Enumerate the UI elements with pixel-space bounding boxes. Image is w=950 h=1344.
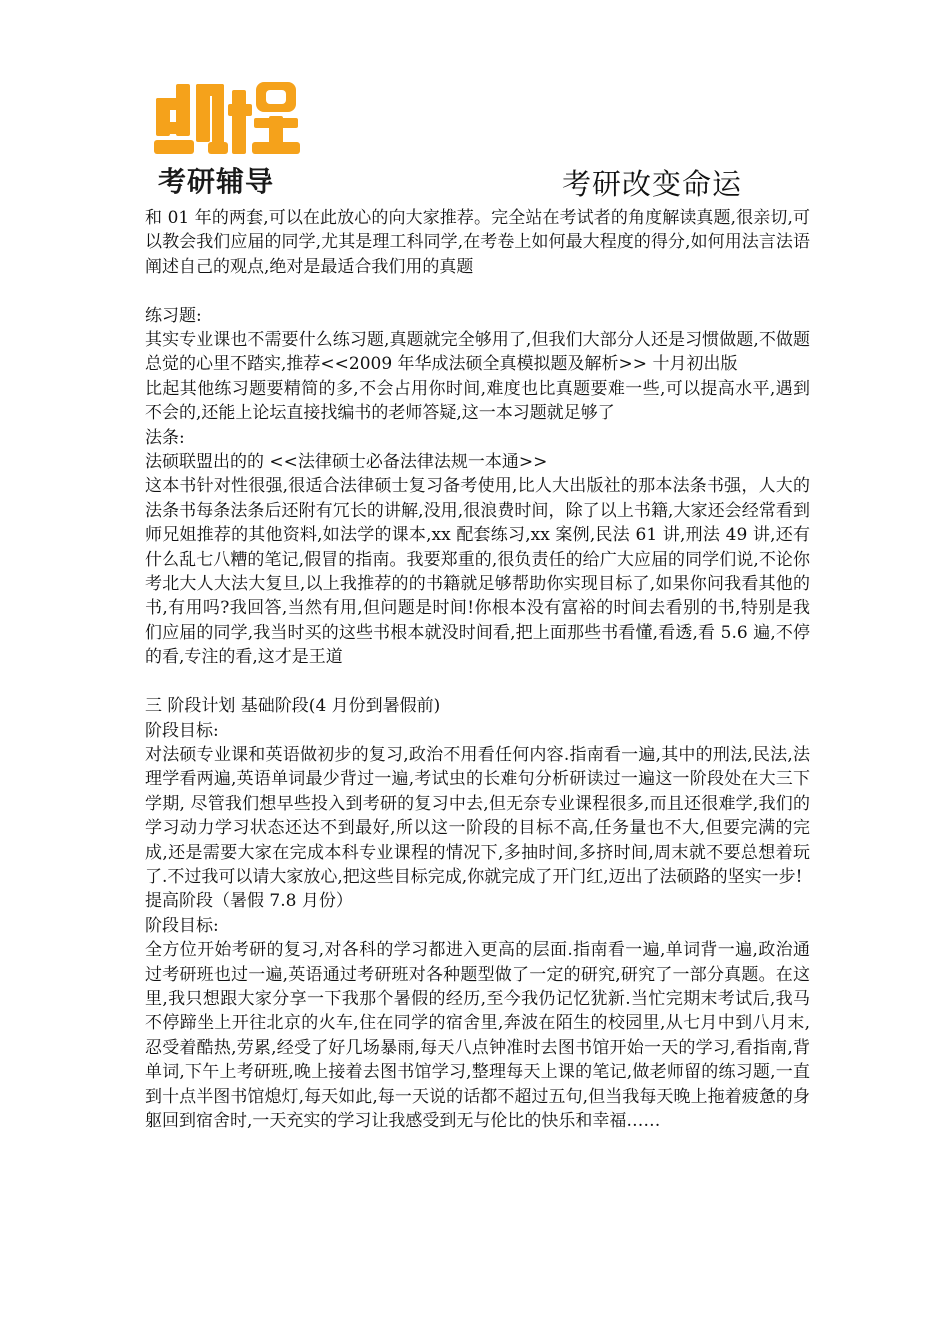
section-label: 练习题: (145, 305, 202, 326)
section-heading: 提高阶段（暑假 7.8 月份） (145, 891, 353, 912)
logo-subtitle: 考研辅导 (158, 165, 275, 198)
section-label: 阶段目标: (145, 720, 219, 741)
kaicheng-logo-mark (152, 76, 302, 160)
paragraph: 对法硕专业课和英语做初步的复习,政治不用看任何内容.指南看一遍,其中的刑法,民法,法理学看两遍,英语单词最少背过一遍,考试虫的长难句分析研读过一遍这一阶段处在大三下学期, 尽管我们想早些投入到考研的复习中去,但无奈专业课程很多,而且还很难学,我们的学习动力学习状态还达不到最好,所以这一阶段的目标不高,任务量也不大,但要完满的完成,还是需要大家在完成本科专业课程的情况下,多抽时间,多挤时间,周末就不要总想着玩了.不过我可以请大家放心,把这些目标完成,你就完成了开门红,迈出了法硕路的坚实一步! (145, 744, 810, 887)
paragraph: 法硕联盟出的的 <<法律硕士必备法律法规一本通>> (145, 452, 548, 473)
header-slogan: 考研改变命运 (562, 167, 743, 201)
blank-line (145, 279, 810, 303)
paragraph: 这本书针对性很强,很适合法律硕士复习备考使用,比人大出版社的那本法条书强，人大的法条书每条法条后还附有冗长的讲解,没用,很浪费时间，除了以上书籍,大家还会经常看到师兄姐推荐的其他资料,如法学的课本,xx 配套练习,xx 案例,民法 61 讲,刑法 49 讲,还有什么乱七八糟的笔记,假冒的指南。我要郑重的,很负责任的给广大应届的同学们说,不论你考北大人大法大复旦,以上我推荐的的书籍就足够帮助你实现目标了,如果你问我看其他的书,有用吗?我回答,当然有用,但问题是时间!你根本没有富裕的时间去看别的书,特别是我们应届的同学,我当时买的这些书根本就没时间看,把上面那些书看懂,看透,看 5.6 遍,不停的看,专注的看,这才是王道 (145, 476, 810, 668)
paragraph: 和 01 年的两套,可以在此放心的向大家推荐。完全站在考试者的角度解读真题,很亲切,可以教会我们应届的同学,尤其是理工科同学,在考卷上如何最大程度的得分,如何用法言法语阐述自己的观点,绝对是最适合我们用的真题 (145, 208, 810, 277)
section-label: 阶段目标: (145, 915, 219, 936)
section-heading: 三 阶段计划 基础阶段(4 月份到暑假前) (145, 696, 441, 717)
blank-line (145, 670, 810, 694)
paragraph: 其实专业课也不需要什么练习题,真题就完全够用了,但我们大部分人还是习惯做题,不做题总觉的心里不踏实,推荐<<2009 年华成法硕全真模拟题及解析>> 十月初出版 (145, 330, 810, 375)
paragraph: 全方位开始考研的复习,对各科的学习都进入更高的层面.指南看一遍,单词背一遍,政治通过考研班也过一遍,英语通过考研班对各种题型做了一定的研究,研究了一部分真题。在这里,我只想跟大家分享一下我那个暑假的经历,至今我仍记忆犹新.当忙完期末考试后,我马不停蹄坐上开往北京的火车,住在同学的宿舍里,奔波在陌生的校园里,从七月中到八月末,忍受着酷热,劳累,经受了好几场暴雨,每天八点钟准时去图书馆开始一天的学习,看指南,背单词,下午上考研班,晚上接着去图书馆学习,整理每天上课的笔记,做老师留的练习题,一直到十点半图书馆熄灯,每天如此,每一天说的话都不超过五句,但当我每天晚上拖着疲惫的身躯回到宿舍时,一天充实的学习让我感受到无与伦比的快乐和幸福…… (145, 940, 810, 1131)
brand-logo (152, 76, 302, 204)
section-label: 法条: (145, 427, 185, 448)
document-body (145, 206, 810, 1133)
paragraph: 比起其他练习题要精简的多,不会占用你时间,难度也比真题要难一些,可以提高水平,遇到不会的,还能上论坛直接找编书的老师答疑,这一本习题就足够了 (145, 378, 810, 424)
